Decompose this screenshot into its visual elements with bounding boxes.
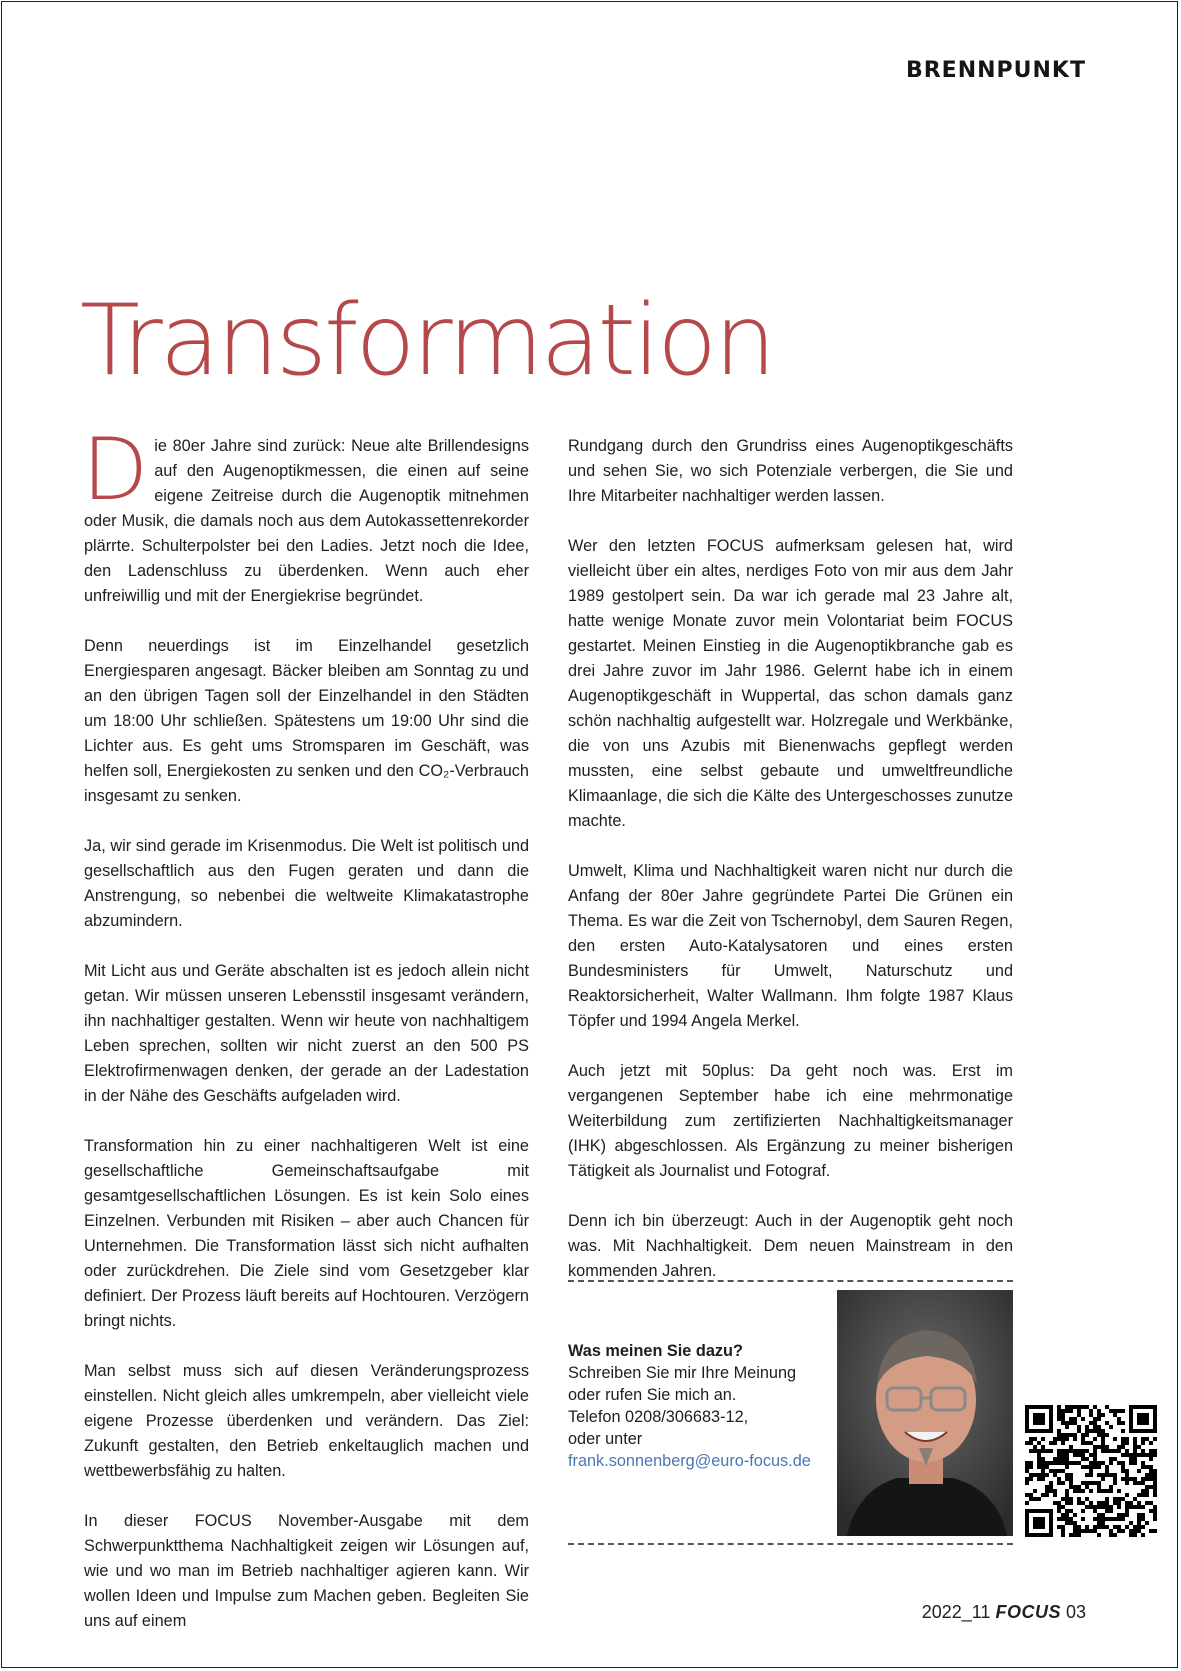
headline: Transformation: [80, 284, 774, 398]
dropcap: D: [82, 420, 149, 520]
paragraph: Transformation hin zu einer nachhaltigeren Welt ist eine gesellschaftliche Gemeinschaftsaufgabe mit gesamtgesellschaftlichen Lösungen. Es ist kein Solo eines Einzelnen. Verbunden mit Risiken – aber auch Chancen für Unternehmen. Die Transformation lässt sich nicht aufhalten oder zurückdrehen. Die Ziele sind vom Gesetzgeber klar definiert. Der Prozess läuft bereits auf Hochtouren. Verzögern bringt nichts.: [84, 1137, 529, 1330]
paragraph: Die 80er Jahre sind zurück: Neue alte Brillendesigns auf den Augenoptikmessen, die einen auf seine eigene Zeitreise durch die Augenoptik mitnehmen oder Musik, die damals noch aus dem Autokassettenrekorder plärrte. Schulterpolster bei den Ladies. Jetzt noch die Idee, den Ladenschluss zu überdenken. Wenn auch eher unfreiwillig und mit der Energiekrise begründet.: [82, 420, 529, 605]
paragraph: Ja, wir sind gerade im Krisenmodus. Die Welt ist politisch und gesellschaftlich aus den Fugen geraten und dann die Anstrengung, so nebenbei die weltweite Klimakatastrophe abzumindern.: [84, 837, 529, 930]
paragraph: Mit Licht aus und Geräte abschalten ist es jedoch allein nicht getan. Wir müssen unseren Lebensstil insgesamt verändern, ihn nachhaltiger gestalten. Wenn wir heute von nachhaltigem Leben sprechen, sollten wir nicht zuerst an den 500 PS Elektrofirmenwagen denken, der gerade an der Ladestation in der Nähe des Geschäfts aufgeladen wird.: [84, 962, 529, 1105]
page-number: 03: [1065, 1602, 1086, 1622]
contact-question: Was meinen Sie dazu?: [568, 1342, 743, 1360]
paragraph: Rundgang durch den Grundriss eines Augenoptikgeschäfts und sehen Sie, wo sich Potenziale verbergen, die Sie und Ihre Mitarbeiter nachhaltiger werden lassen.: [568, 437, 1013, 505]
contact-phone: Telefon 0208/306683-12,: [568, 1408, 749, 1426]
qr-code[interactable]: [1025, 1405, 1157, 1537]
contact-line: oder rufen Sie mich an.: [568, 1386, 737, 1404]
paragraph: Wer den letzten FOCUS aufmerksam gelesen hat, wird vielleicht über ein altes, nerdiges Foto von mir aus dem Jahr 1989 gestolpert sein. Da war ich gerade mal 23 Jahre alt, hatte wenige Monate zuvor mein Volontariat beim FOCUS gestartet. Meinen Einstieg in die Augenoptikbranche gab es drei Jahre zuvor im Jahr 1986. Gelernt habe ich in einem Augenoptikgeschäft in Wuppertal, das schon damals ganz schön nachhaltig aufgestellt war. Holzregale und Werkbänke, die von uns Azubis mit Bienenwachs gepflegt werden mussten, eine selbst gebaute und umweltfreundliche Klimaanlage, die sich die Kälte des Untergeschosses zunutze machte.: [568, 537, 1013, 830]
divider-top: [568, 1280, 1013, 1282]
contact-line: Schreiben Sie mir Ihre Meinung: [568, 1364, 797, 1382]
paragraph: Denn ich bin überzeugt: Auch in der Augenoptik geht noch was. Mit Nachhaltigkeit. Dem neuen Mainstream in den kommenden Jahren.: [568, 1212, 1013, 1280]
paragraph: Umwelt, Klima und Nachhaltigkeit waren nicht nur durch die Anfang der 80er Jahre gegründete Partei Die Grünen ein Thema. Es war die Zeit von Tschernobyl, dem Sauren Regen, den ersten Auto-Katalysatoren und eines ersten Bundesministers für Umwelt, Naturschutz und Reaktorsicherheit, Walter Wallmann. Ihm folgte 1987 Klaus Töpfer und 1994 Angela Merkel.: [568, 862, 1013, 1030]
issue-number: 2022_11: [921, 1602, 991, 1622]
paragraph: Auch jetzt mit 50plus: Da geht noch was. Erst im vergangenen September habe ich eine mehrmonatige Weiterbildung zum zertifizierten Nachhaltigkeitsmanager (IHK) abgeschlossen. Als Ergänzung zu meiner bisherigen Tätigkeit als Journalist und Fotograf.: [568, 1062, 1013, 1180]
paragraph: Man selbst muss sich auf diesen Veränderungsprozess einstellen. Nicht gleich alles umkrempeln, aber vielleicht viele eigene Prozesse überdenken und verändern. Das Ziel: Zukunft gestalten, den Betrieb enkeltauglich machen und wettbewerbsfähig zu halten.: [84, 1362, 529, 1480]
paragraph: In dieser FOCUS November-Ausgabe mit dem Schwerpunktthema Nachhaltigkeit zeigen wir Lösungen auf, wie und wo man im Betrieb nachhaltiger agieren kann. Wir wollen Ideen und Impulse zum Machen geben. Begleiten Sie uns auf einem: [84, 1512, 529, 1630]
contact-line: oder unter: [568, 1430, 643, 1448]
left-column: [82, 420, 529, 1659]
author-photo: [837, 1290, 1013, 1536]
paragraph: Denn neuerdings ist im Einzelhandel gesetzlich Energiesparen angesagt. Bäcker bleiben am Sonntag zu und an den übrigen Tagen soll der Einzelhandel in den Städten um 18:00 Uhr schließen. Spätestens um 19:00 Uhr sind die Lichter aus. Es geht ums Stromsparen im Geschäft, was helfen soll, Energiekosten zu senken und den CO₂-Verbrauch insgesamt zu senken.: [84, 637, 529, 805]
divider-bottom: [568, 1543, 1013, 1545]
section-label: BRENNPUNKT: [905, 58, 1086, 83]
contact-email-link[interactable]: frank.sonnenberg@euro-focus.de: [568, 1452, 811, 1470]
right-column: [568, 434, 1013, 1309]
contact-box: [568, 1340, 828, 1472]
footer: [922, 1602, 1086, 1623]
brand-logo: FOCUS: [995, 1602, 1061, 1622]
